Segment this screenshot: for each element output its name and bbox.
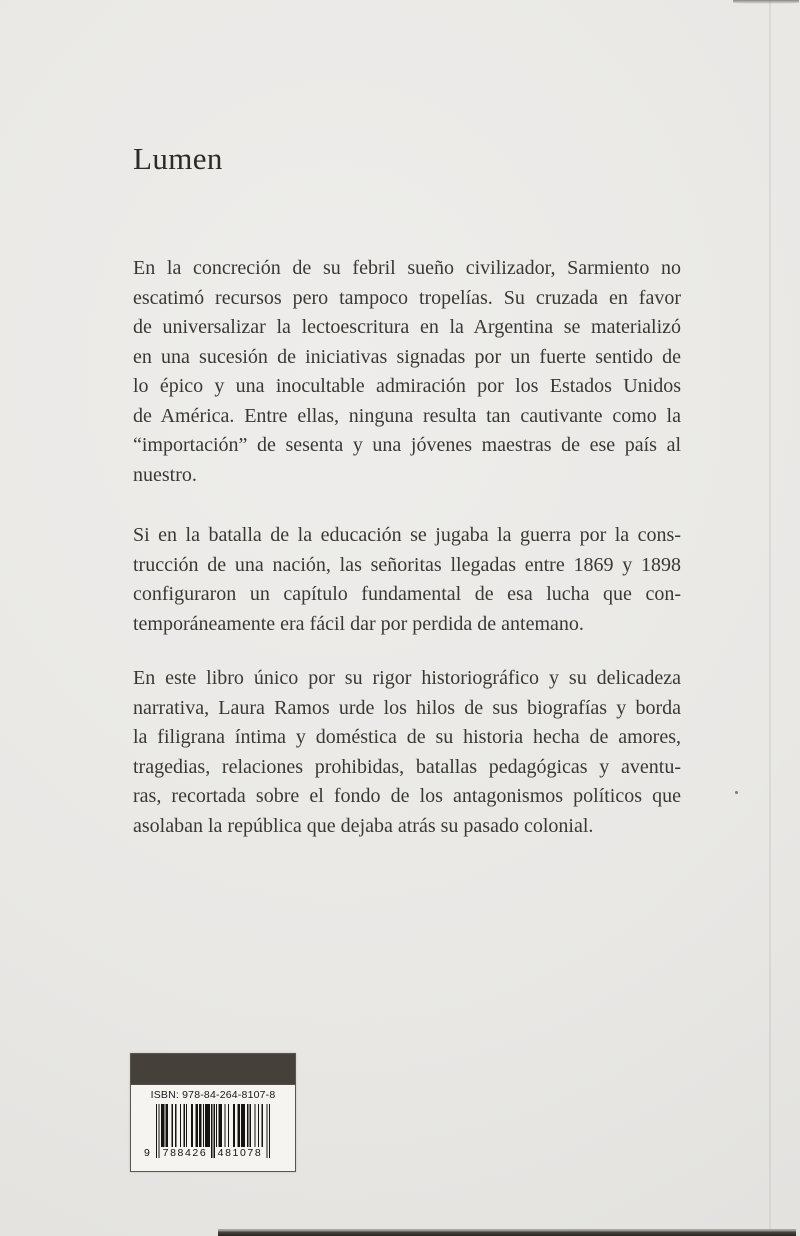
blurb-line: de universalizar la lectoescritura en la Argentina se materializó <box>133 316 681 338</box>
blurb-line: lo épico y una inocultable admiración por los Estados Unidos <box>133 375 681 397</box>
barcode-top-band <box>131 1054 295 1085</box>
blurb-line: en una sucesión de iniciativas signadas por un fuerte sentido de <box>133 345 681 368</box>
blurb-line: escatimó recursos pero tampoco tropelías. Su cruzada en favor <box>133 286 681 309</box>
isbn-barcode-block <box>130 1053 296 1172</box>
ean-barcode <box>144 1104 270 1164</box>
blurb-line: En este libro único por su rigor historiográfico y su delicadeza <box>133 667 681 689</box>
photo-corner-smudge <box>733 0 799 4</box>
blurb-line: temporáneamente era fácil dar por perdida de antemano. <box>133 612 584 635</box>
cover-crease-line <box>769 0 771 1236</box>
blurb-paragraph-2 <box>133 521 681 639</box>
blurb-line: tragedias, relaciones prohibidas, batallas pedagógicas y aventu- <box>133 755 681 778</box>
blurb-line: narrativa, Laura Ramos urde los hilos de sus biografías y borda <box>133 696 681 719</box>
isbn-label: ISBN: 978-84-264-8107-8 <box>150 1089 276 1101</box>
back-cover-blurb <box>133 254 681 841</box>
blurb-line: “importación” de sesenta y una jóvenes maestras de ese país al <box>133 434 681 456</box>
photo-bottom-edge <box>218 1229 796 1236</box>
blurb-paragraph-3 <box>133 664 681 841</box>
blurb-line: ras, recortada sobre el fondo de los antagonismos políticos que <box>133 785 681 807</box>
blurb-line: asolaban la república que dejaba atrás su pasado colonial. <box>133 814 594 837</box>
blurb-line: configuraron un capítulo fundamental de esa lucha que con- <box>133 583 681 605</box>
blurb-line: En la concreción de su febril sueño civilizador, Sarmiento no <box>133 257 681 279</box>
blurb-line: Si en la batalla de la educación se jugaba la guerra por la cons- <box>133 524 681 546</box>
blurb-line: de América. Entre ellas, ninguna resulta tan cautivante como la <box>133 404 681 427</box>
blurb-line: trucción de una nación, las señoritas llegadas entre 1869 y 1898 <box>133 553 681 576</box>
ean-digit-group: 788426 <box>160 1147 210 1159</box>
publisher-logo: Lumen <box>133 141 223 176</box>
blurb-line: nuestro. <box>133 463 197 486</box>
blurb-paragraph-1 <box>133 254 681 490</box>
blurb-line: la filigrana íntima y doméstica de su historia hecha de amores, <box>133 726 681 748</box>
ean-digit-group: 481078 <box>215 1147 265 1159</box>
ean-digit-group: 9 <box>144 1147 150 1159</box>
ink-dot-artifact <box>735 791 738 794</box>
